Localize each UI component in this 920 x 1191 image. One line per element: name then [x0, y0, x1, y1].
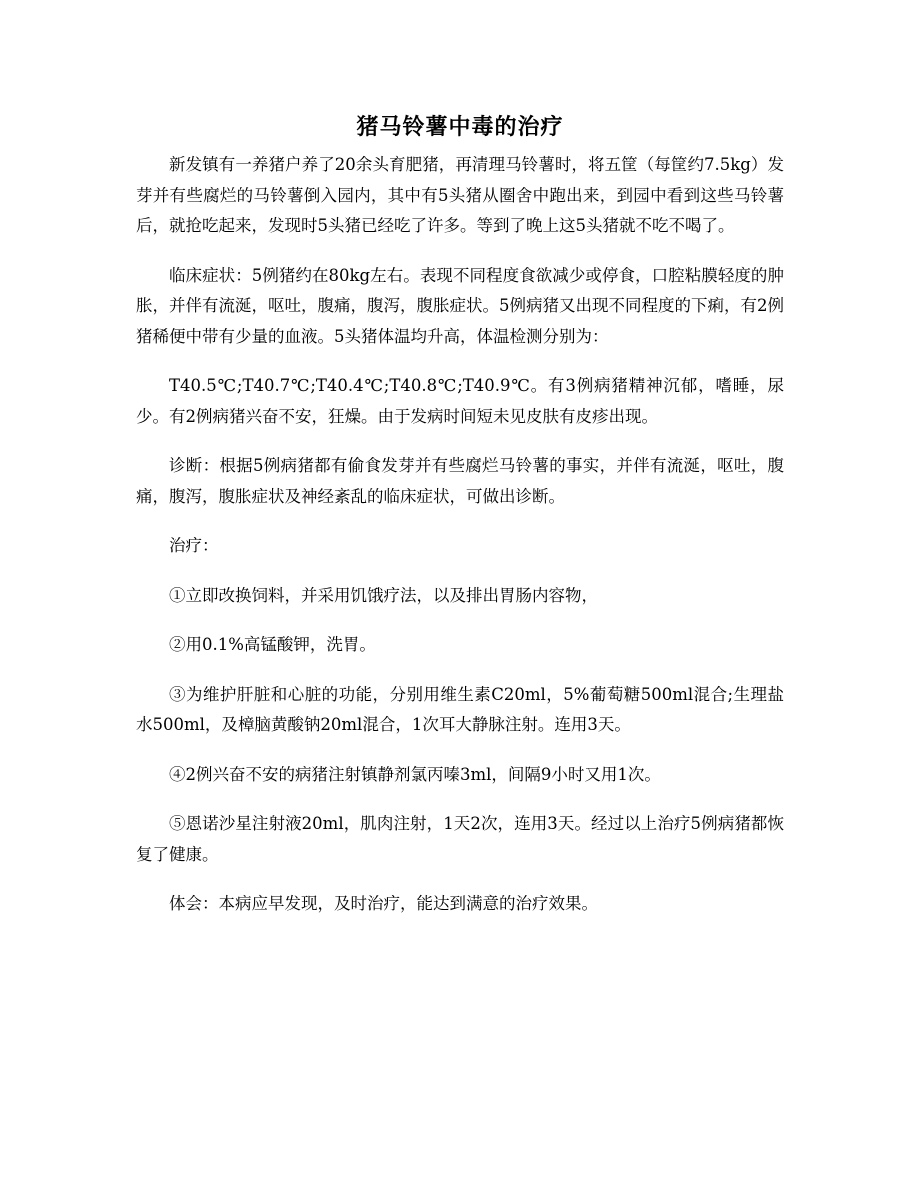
document-body [136, 150, 784, 939]
paragraph-treatment-step-3: ③为维护肝脏和心脏的功能，分别用维生素C20ml，5%葡萄糖500ml混合;生理盐水500ml，及樟脑黄酸钠20ml混合，1次耳大静脉注射。连用3天。 [136, 684, 784, 734]
paragraph-temperatures: T40.5℃;T40.7℃;T40.4℃;T40.8℃;T40.9℃。有3例病猪精神沉郁，嗜睡，尿少。有2例病猪兴奋不安，狂燥。由于发病时间短未见皮肤有皮疹出现。 [136, 376, 784, 426]
paragraph-treatment-step-1: ①立即改换饲料，并采用饥饿疗法，以及排出胃肠内容物， [169, 585, 598, 605]
paragraph-treatment-step-4: ④2例兴奋不安的病猪注射镇静剂氯丙嗪3ml，间隔9小时又用1次。 [169, 764, 661, 784]
paragraph-treatment-step-2: ②用0.1%高锰酸钾，洗胃。 [169, 635, 376, 654]
paragraph-conclusion: 体会：本病应早发现，及时治疗，能达到满意的治疗效果。 [169, 894, 598, 913]
paragraph-treatment-heading: 治疗： [169, 536, 219, 555]
document-title: 猪马铃薯中毒的治疗 [356, 114, 564, 140]
paragraph-diagnosis: 诊断：根据5例病猪都有偷食发芽并有些腐烂马铃薯的事实，并伴有流涎，呕吐，腹痛，腹泻，腹胀症状及神经紊乱的临床症状，可做出诊断。 [136, 456, 784, 506]
paragraph-symptoms: 临床症状：5例猪约在80kg左右。表现不同程度食欲减少或停食，口腔粘膜轻度的肿胀，并伴有流涎，呕吐，腹痛，腹泻，腹胀症状。5例病猪又出现不同程度的下痢，有2例猪稀便中带有少量的血液。5头猪体温均升高，体温检测分别为： [136, 265, 784, 346]
paragraph-treatment-step-5: ⑤恩诺沙星注射液20ml，肌肉注射，1天2次，连用3天。经过以上治疗5例病猪都恢复了健康。 [136, 814, 784, 864]
paragraph-intro: 新发镇有一养猪户养了20余头育肥猪，再清理马铃薯时，将五筐（每筐约7.5kg）发芽并有些腐烂的马铃薯倒入园内，其中有5头猪从圈舍中跑出来，到园中看到这些马铃薯后，就抢吃起来，发现时5头猪已经吃了许多。等到了晚上这5头猪就不吃不喝了。 [136, 155, 784, 235]
